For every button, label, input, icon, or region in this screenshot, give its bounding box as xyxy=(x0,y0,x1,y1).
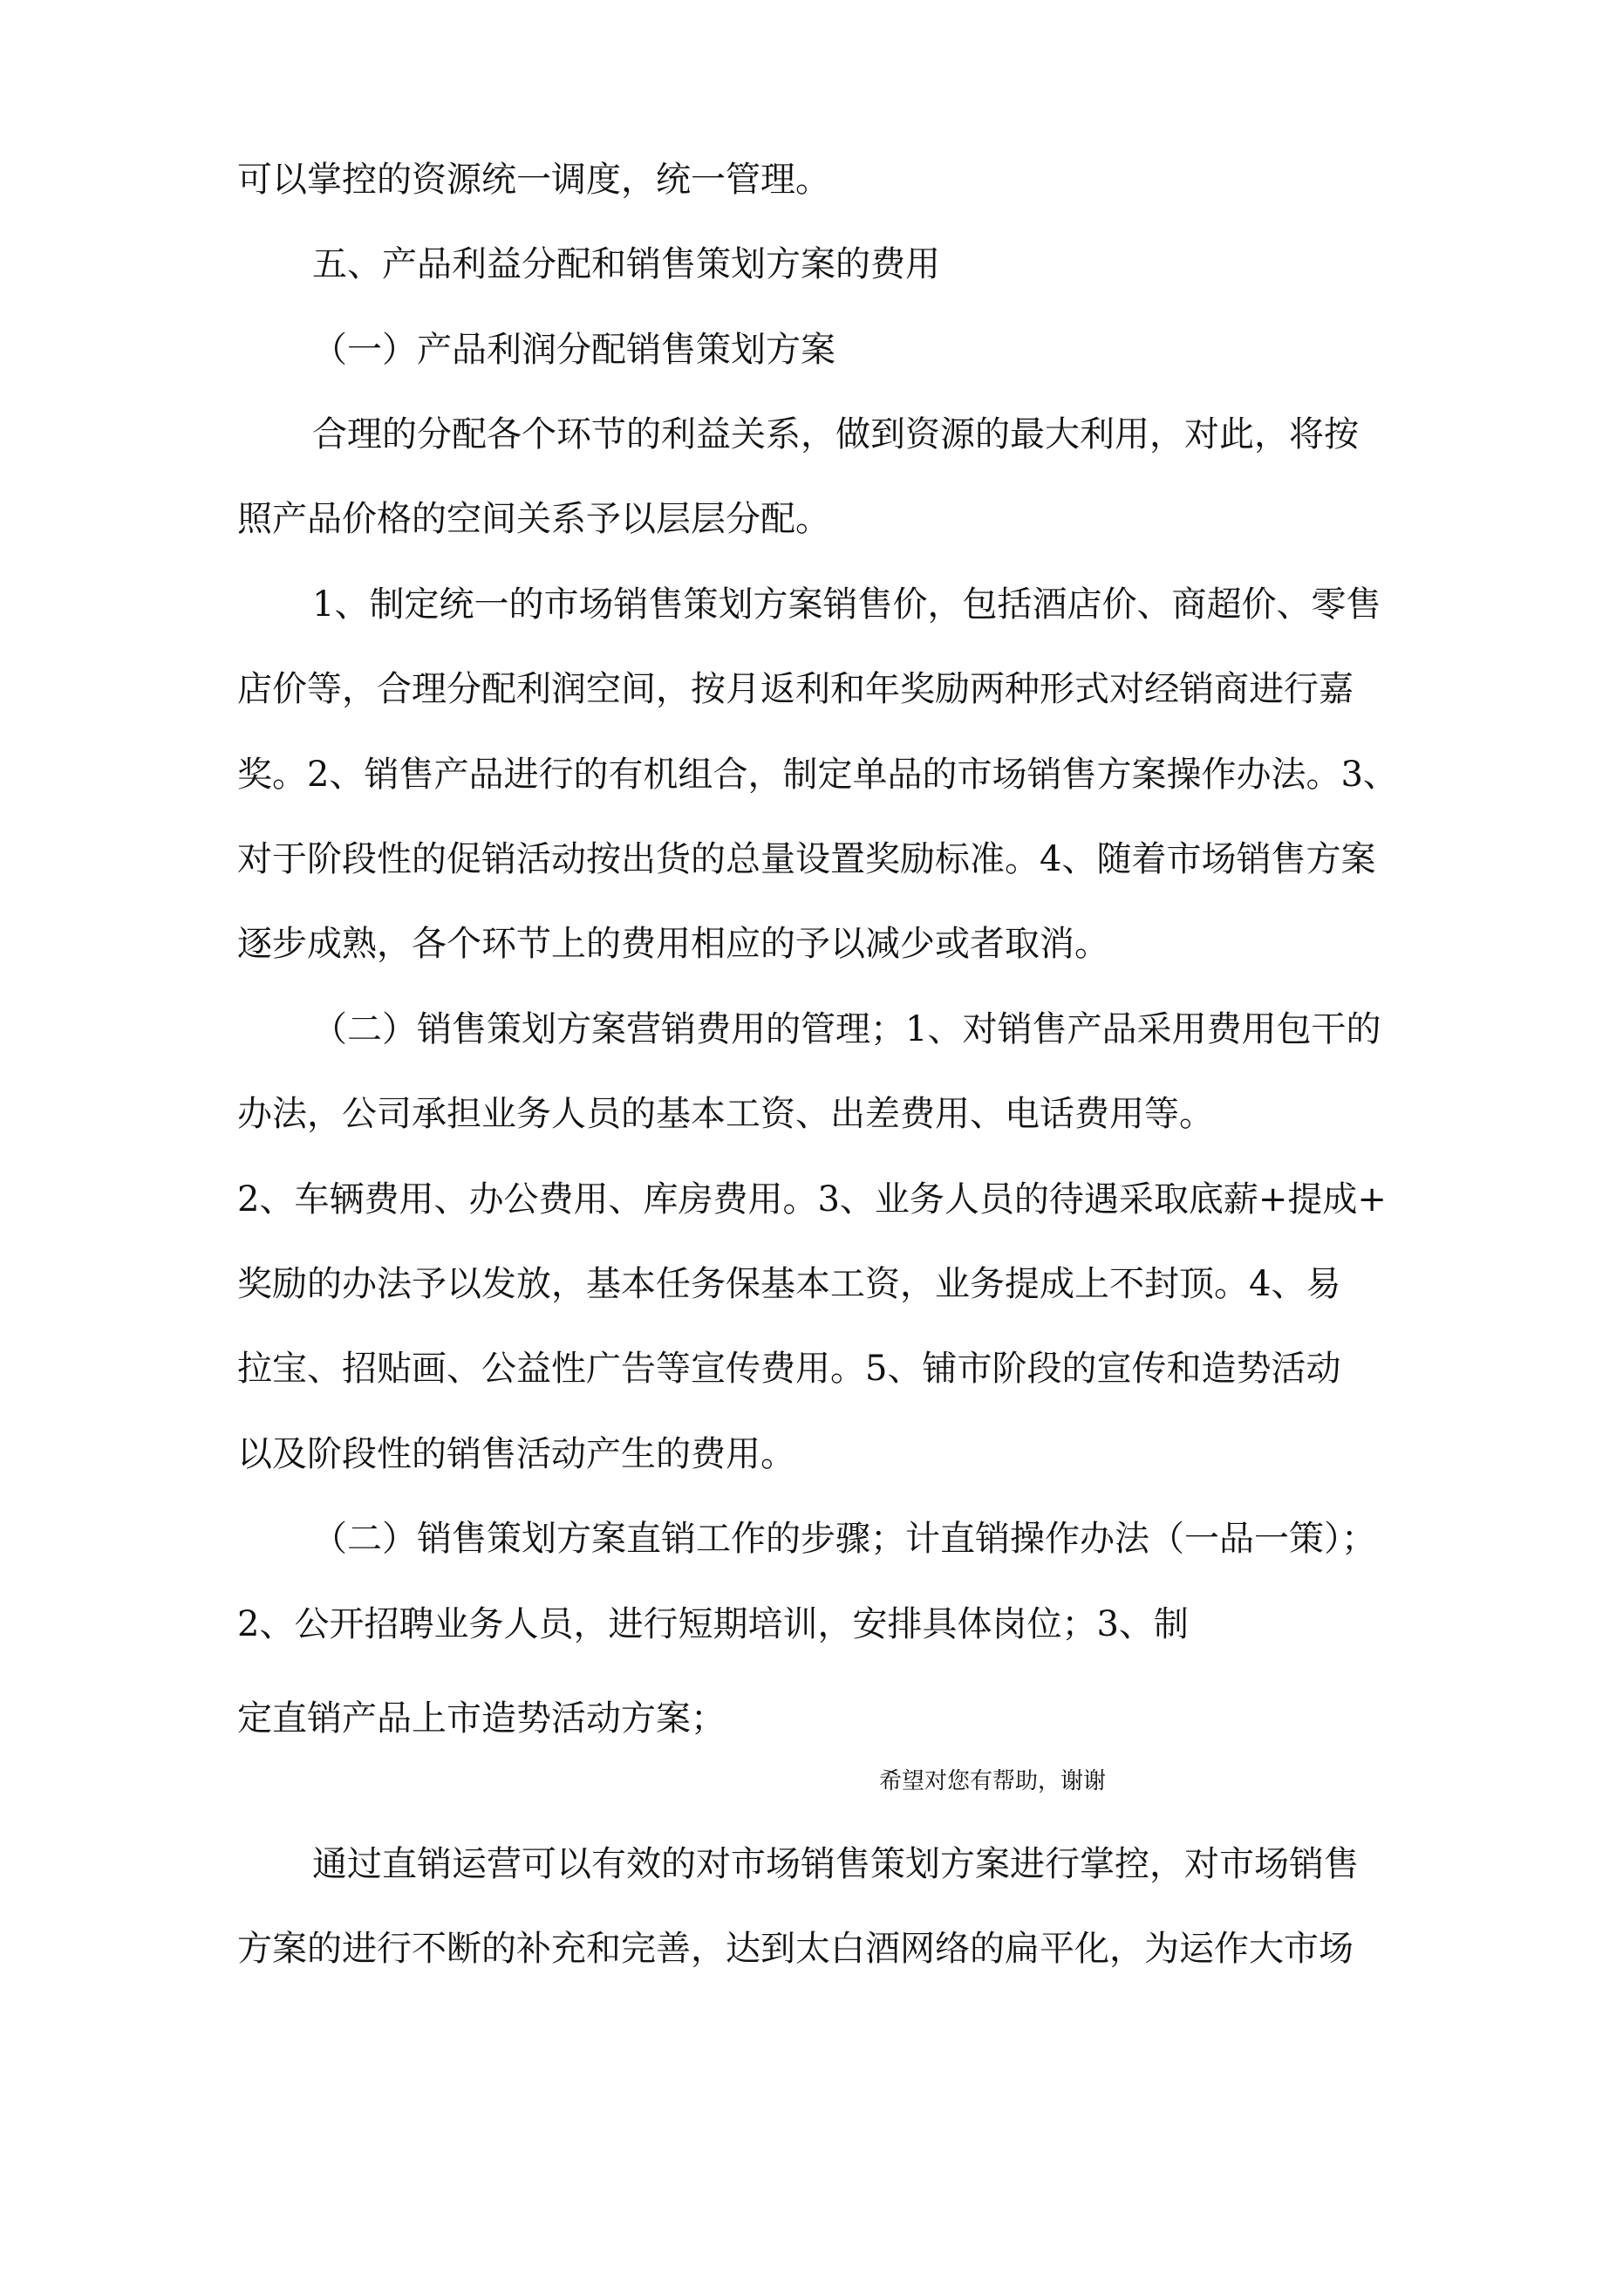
paragraph-line: 2、公开招聘业务人员，进行短期培训，安排具体岗位；3、制 xyxy=(237,1604,1189,1644)
paragraph-line: 方案的进行不断的补充和完善，达到太白酒网络的扁平化，为运作大市场 xyxy=(237,1929,1354,1969)
paragraph-line: 拉宝、招贴画、公益性广告等宣传费用。5、铺市阶段的宣传和造势活动 xyxy=(237,1349,1341,1389)
paragraph-line: 办法，公司承担业务人员的基本工资、出差费用、电话费用等。 xyxy=(237,1094,1214,1134)
paragraph-line: 对于阶段性的促销活动按出货的总量设置奖励标准。4、随着市场销售方案 xyxy=(237,839,1376,879)
paragraph-line: 2、车辆费用、办公费用、库房费用。3、业务人员的待遇采取底薪+提成+ xyxy=(237,1179,1387,1220)
paragraph-line: 以及阶段性的销售活动产生的费用。 xyxy=(237,1434,795,1474)
paragraph-line: （二）销售策划方案直销工作的步骤；计直销操作办法（一品一策）； xyxy=(312,1519,1376,1559)
paragraph-line: 照产品价格的空间关系予以层层分配。 xyxy=(237,499,830,539)
paragraph-line: 合理的分配各个环节的利益关系，做到资源的最大利用，对此，将按 xyxy=(312,414,1359,454)
paragraph-line: 可以掌控的资源统一调度，统一管理。 xyxy=(237,160,830,200)
paragraph-line: 逐步成熟，各个环节上的费用相应的予以减少或者取消。 xyxy=(237,924,1109,964)
paragraph-line: （二）销售策划方案营销费用的管理；1、对销售产品采用费用包干的 xyxy=(312,1009,1381,1049)
paragraph-line: 店价等，合理分配利润空间，按月返利和年奖励两种形式对经销商进行嘉 xyxy=(237,669,1354,709)
section-heading: 五、产品利益分配和销售策划方案的费用 xyxy=(312,244,940,284)
paragraph-line: 1、制定统一的市场销售策划方案销售价，包括酒店价、商超价、零售 xyxy=(312,584,1381,625)
paragraph-line: 奖励的办法予以发放，基本任务保基本工资，业务提成上不封顶。4、易 xyxy=(237,1264,1341,1304)
paragraph-line: 通过直销运营可以有效的对市场销售策划方案进行掌控，对市场销售 xyxy=(312,1844,1359,1884)
paragraph-line: 奖。2、销售产品进行的有机组合，制定单品的市场销售方案操作办法。3、 xyxy=(237,755,1398,795)
paragraph-line: 定直销产品上市造势活动方案； xyxy=(237,1698,726,1739)
subsection-heading: （一）产品利润分配销售策划方案 xyxy=(312,330,835,370)
closing-note: 希望对您有帮助，谢谢 xyxy=(879,1768,1107,1794)
